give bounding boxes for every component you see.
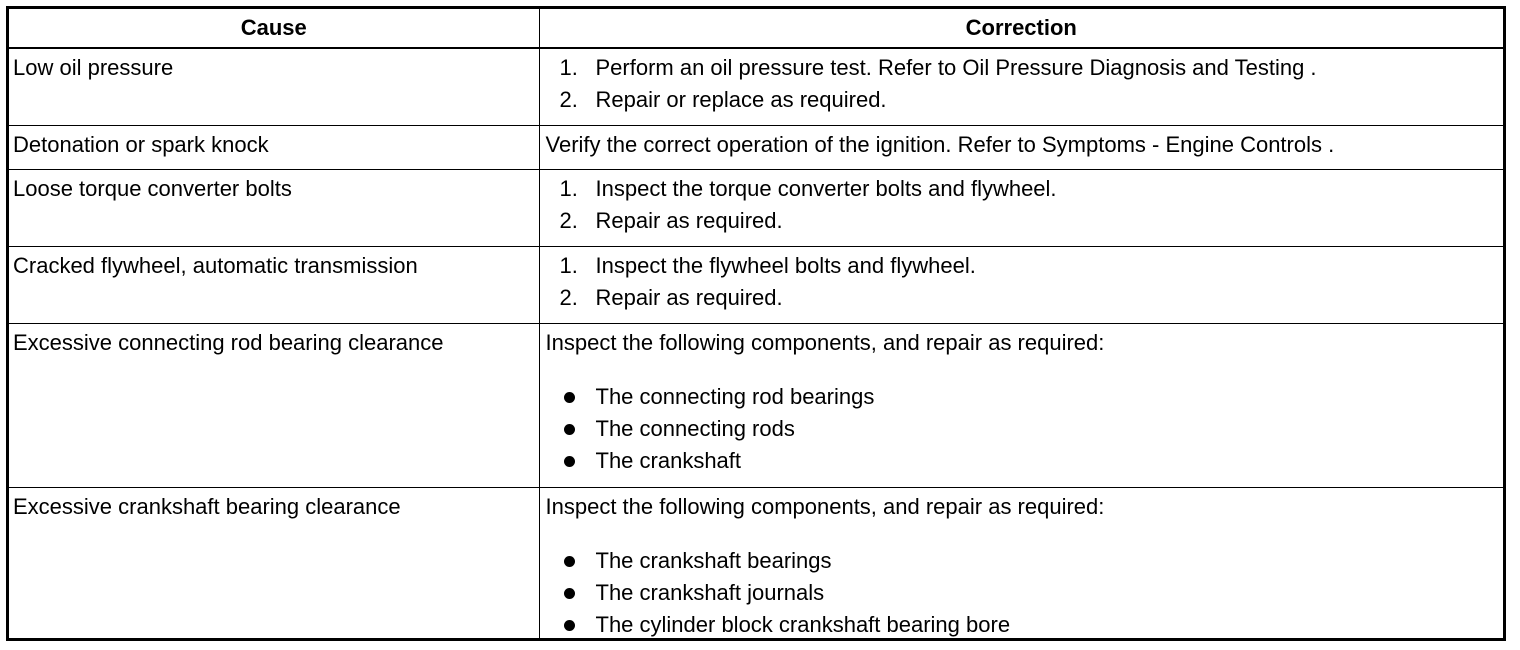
column-header-cause: Cause: [9, 9, 539, 48]
bullet-icon: [564, 588, 575, 599]
correction-steps: [546, 250, 1498, 314]
list-item: [596, 445, 1498, 477]
bullet-icon: [564, 620, 575, 631]
cause-cell: Excessive connecting rod bearing clearance: [9, 324, 539, 488]
table-row: [9, 48, 1503, 126]
correction-step: [559, 84, 1498, 116]
step-number: 1.: [559, 176, 578, 201]
bullet-icon: [564, 424, 575, 435]
table-row: [9, 126, 1503, 170]
correction-steps: [546, 52, 1498, 116]
step-text: Repair as required.: [595, 208, 783, 233]
table-row: [9, 170, 1503, 247]
correction-steps: [546, 173, 1498, 237]
cause-cell: Low oil pressure: [9, 48, 539, 126]
list-item: [596, 413, 1498, 445]
cause-correction-table: [9, 9, 1503, 641]
list-item-text: The crankshaft bearings: [595, 548, 832, 573]
column-header-correction: Correction: [539, 9, 1503, 48]
correction-cell: [539, 48, 1503, 126]
list-item: [596, 577, 1498, 609]
step-number: 1.: [559, 253, 578, 278]
correction-step: [559, 250, 1498, 282]
list-item-text: The connecting rod bearings: [595, 384, 875, 409]
correction-step: [559, 52, 1498, 84]
correction-intro: Inspect the following components, and repair as required:: [545, 330, 1105, 355]
correction-cell: [539, 247, 1503, 324]
list-item-text: The connecting rods: [595, 416, 795, 441]
component-list: [546, 381, 1498, 477]
correction-step: [559, 173, 1498, 205]
step-number: 2.: [559, 87, 578, 112]
cause-cell: Excessive crankshaft bearing clearance: [9, 488, 539, 642]
correction-step: [559, 282, 1498, 314]
diagnostic-table-frame: [6, 6, 1506, 641]
list-item: [596, 609, 1498, 641]
step-number: 2.: [559, 208, 578, 233]
list-item-text: The crankshaft journals: [595, 580, 825, 605]
step-text: Repair or replace as required.: [595, 87, 887, 112]
component-list: [546, 545, 1498, 641]
step-text: Repair as required.: [595, 285, 783, 310]
table-row: [9, 324, 1503, 488]
correction-cell: [539, 170, 1503, 247]
step-number: 2.: [559, 285, 578, 310]
table-header-row: [9, 9, 1503, 48]
table-row: [9, 488, 1503, 642]
step-text: Inspect the torque converter bolts and flywheel.: [595, 176, 1057, 201]
cause-cell: Loose torque converter bolts: [9, 170, 539, 247]
correction-intro: Inspect the following components, and repair as required:: [545, 494, 1105, 519]
correction-cell: [539, 324, 1503, 488]
list-item-text: The cylinder block crankshaft bearing bore: [595, 612, 1011, 637]
list-item: [596, 545, 1498, 577]
correction-cell: [539, 488, 1503, 642]
step-text: Perform an oil pressure test. Refer to Oil Pressure Diagnosis and Testing .: [595, 55, 1317, 80]
correction-cell: [539, 126, 1503, 170]
list-item: [596, 381, 1498, 413]
step-number: 1.: [559, 55, 578, 80]
bullet-icon: [564, 392, 575, 403]
cause-cell: Detonation or spark knock: [9, 126, 539, 170]
table-row: [9, 247, 1503, 324]
step-text: Inspect the flywheel bolts and flywheel.: [595, 253, 976, 278]
list-item-text: The crankshaft: [595, 448, 742, 473]
correction-step: [559, 205, 1498, 237]
bullet-icon: [564, 556, 575, 567]
bullet-icon: [564, 456, 575, 467]
correction-text: Verify the correct operation of the ignition. Refer to Symptoms - Engine Controls .: [545, 132, 1335, 157]
cause-cell: Cracked flywheel, automatic transmission: [9, 247, 539, 324]
